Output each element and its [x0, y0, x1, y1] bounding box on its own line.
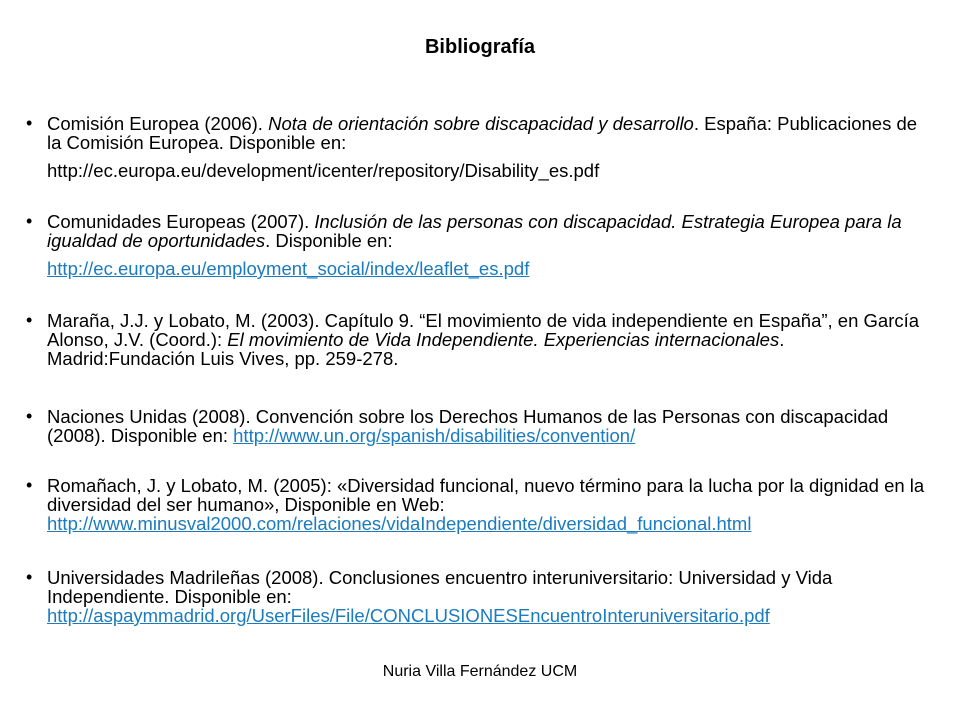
bibliography-entry-naciones-unidas	[26, 406, 927, 446]
entry-text: Maraña, J.J. y Lobato, M. (2003). Capítulo 9. “El movimiento de vida independiente en España”, en García Alonso, J.V. (Coord.):	[47, 310, 920, 350]
bullet-icon: •	[26, 475, 33, 495]
entry-link[interactable]: http://www.un.org/spanish/disabilities/convention/	[233, 425, 636, 446]
bullet-icon: •	[26, 211, 33, 231]
entry-link[interactable]: http://www.minusval2000.com/relaciones/vidaIndependiente/diversidad_funcional.html	[47, 513, 752, 534]
entry-title: Inclusión de las personas con discapacidad. Estrategia Europea para la igualdad de oportunidades	[47, 211, 902, 251]
bibliography-entry-comision-europea	[26, 113, 927, 181]
bibliography-entry-marana-lobato	[26, 310, 927, 369]
bibliography-entry-romanach-lobato	[26, 475, 927, 534]
entry-text: Naciones Unidas (2008). Convención sobre los Derechos Humanos de las Personas con discapacidad (2008). Disponible en:	[47, 406, 889, 446]
slide-footer: Nuria Villa Fernández UCM	[382, 663, 578, 680]
entry-text-tail: . Disponible en:	[265, 230, 393, 251]
bullet-icon: •	[26, 406, 33, 426]
entry-text-tail: . Madrid:Fundación Luis Vives, pp. 259-278.	[47, 329, 785, 369]
entry-text: Universidades Madrileñas (2008). Conclusiones encuentro interuniversitario: Universidad y Vida Independiente. Disponible en:	[47, 567, 833, 607]
bullet-icon: •	[26, 113, 33, 133]
entry-url: http://ec.europa.eu/development/icenter/repository/Disability_es.pdf	[47, 160, 600, 181]
entry-title: El movimiento de Vida Independiente. Experiencias internacionales	[227, 329, 780, 350]
entry-link[interactable]: http://ec.europa.eu/employment_social/index/leaflet_es.pdf	[47, 258, 530, 279]
entry-text-tail: . España: Publicaciones de la Comisión Europea. Disponible en:	[47, 113, 918, 153]
bibliography-entry-universidades-madrilenas	[26, 567, 927, 626]
entry-text: Comunidades Europeas (2007).	[47, 211, 315, 232]
entry-text: Romañach, J. y Lobato, M. (2005): «Diversidad funcional, nuevo término para la lucha por la dignidad en la diversidad del ser humano», Disponible en Web:	[47, 475, 925, 515]
entry-title: Nota de orientación sobre discapacidad y desarrollo	[268, 113, 694, 134]
page-title: Bibliografía	[424, 36, 535, 58]
entry-link[interactable]: http://aspaymmadrid.org/UserFiles/File/CONCLUSIONESEncuentroInteruniversitario.pdf	[47, 605, 770, 626]
bullet-icon: •	[26, 310, 33, 330]
bullet-icon: •	[26, 567, 33, 587]
bibliography-entry-comunidades-europeas	[26, 211, 927, 279]
entry-text: Comisión Europea (2006).	[47, 113, 269, 134]
